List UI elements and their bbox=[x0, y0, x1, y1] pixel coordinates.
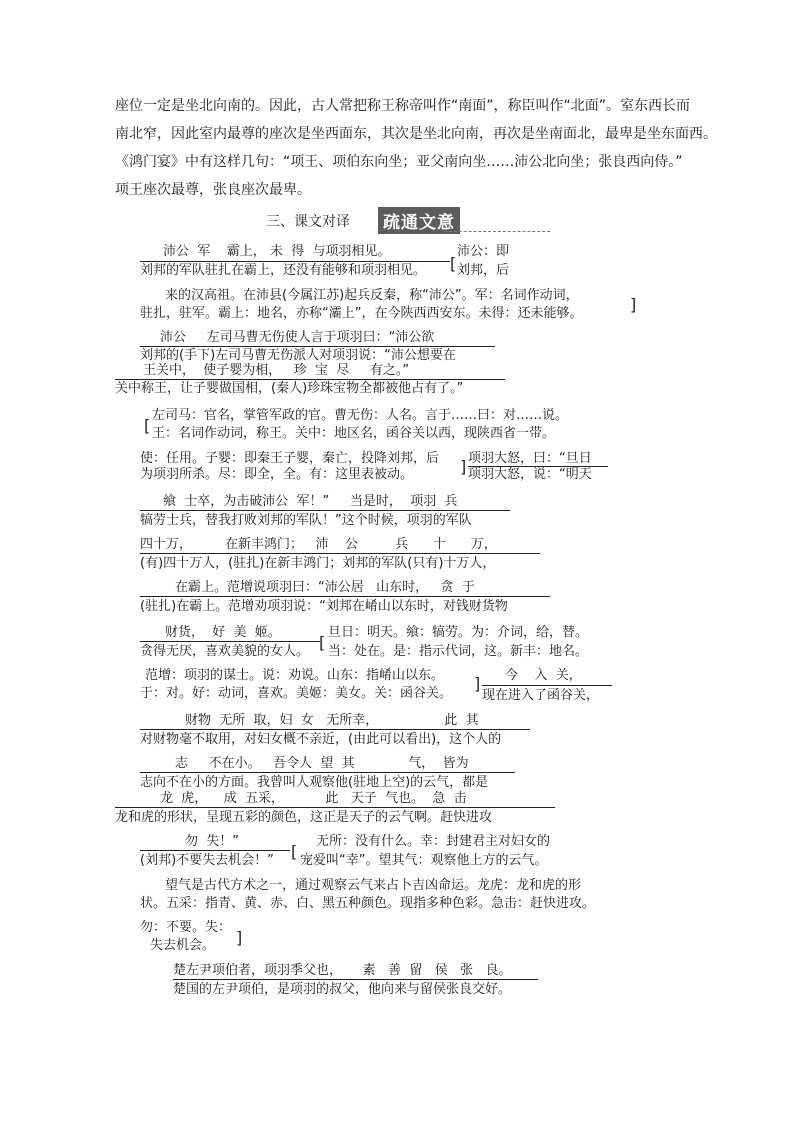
note-bracket-close: ] bbox=[460, 457, 467, 476]
underline bbox=[115, 379, 505, 380]
note-text: 左司马：官名，掌管军政的官。曹无伤：人名。言于……曰：对……说。 bbox=[152, 408, 569, 423]
note-text: 望气是古代方术之一，通过观察云气来占卜吉凶命运。龙虎：龙和虎的形 bbox=[165, 878, 582, 893]
note-bracket-close: ] bbox=[630, 295, 637, 314]
original-text: 项羽大怒，曰：“旦日 bbox=[468, 451, 592, 466]
intro-line: 《鸿门宴》中有这样几句：“项王、项伯东向坐；亚父南向坐……沛公北向坐；张良西向侍。” bbox=[115, 154, 683, 170]
note-bracket: [ bbox=[291, 842, 298, 861]
translation-text: 项羽大怒，说：“明天 bbox=[468, 467, 592, 482]
translation-text: (刘邦)不要失去机会！” bbox=[140, 853, 274, 868]
original-text: 楚左尹项伯者，项羽季父也， 素 善 留 侯 张 良。 bbox=[173, 963, 512, 978]
translation-text: (有)四十万人，(驻扎)在新丰鸿门；刘邦的军队(只有)十万人， bbox=[140, 556, 496, 571]
note-text: 王：名词作动词，称王。关中：地区名，函谷关以西，现陕西省一带。 bbox=[152, 426, 556, 441]
note-text: 宠爱叫“幸”。望其气：观察他上方的云气。 bbox=[300, 853, 548, 868]
original-text: 财货， 好 美 姬。 bbox=[165, 625, 281, 640]
translation-text: 对财物毫不取用，对妇女概不亲近，(由此可以看出)，这个人的 bbox=[140, 732, 502, 747]
note-text: 旦日：明天。飨：犒劳。为：介词，给，替。 bbox=[328, 625, 589, 640]
heading-dashed-rule bbox=[444, 231, 550, 232]
underline bbox=[140, 772, 515, 773]
underline bbox=[140, 596, 550, 597]
original-text: 今 入 关， bbox=[505, 668, 582, 683]
translation-text: 犒劳士兵，替我打败刘邦的军队！”这个时候，项羽的军队 bbox=[140, 513, 472, 528]
underline bbox=[140, 850, 290, 851]
translation-text: 志向不在小的方面。我曾叫人观察他(驻地上空)的云气，都是 bbox=[140, 775, 489, 790]
intro-line: 座位一定是坐北向南的。因此，古人常把称王称帝叫作“南面”，称臣叫作“北面”。室东西长而 bbox=[115, 98, 691, 114]
underline bbox=[140, 510, 510, 511]
note-bracket: [ bbox=[319, 633, 326, 652]
note-text: 沛公：即 bbox=[457, 244, 510, 259]
section-boxed-title: 疏通文意 bbox=[378, 207, 460, 234]
underline bbox=[115, 807, 555, 808]
underline bbox=[140, 261, 450, 262]
original-text: 财物 无所 取，妇 女 无所幸， 此 其 bbox=[185, 713, 479, 728]
underline bbox=[140, 553, 540, 554]
note-text: 无所：没有什么。幸：封建君主对妇女的 bbox=[316, 834, 551, 849]
translation-text: 楚国的左尹项伯，是项羽的叔父，他向来与留侯张良交好。 bbox=[173, 982, 512, 997]
note-text: 范增：项羽的谋士。说：劝说。山东：指崤山以东。 bbox=[145, 668, 445, 683]
original-text: 王关中， 使子婴为相， 珍 宝 尽 有之。” bbox=[143, 363, 410, 378]
note-text: 勿：不要。失： bbox=[140, 920, 232, 935]
underline bbox=[173, 979, 538, 980]
original-text: 四十万， 在新丰鸿门； 沛 公 兵 十 万， bbox=[140, 537, 497, 552]
note-bracket-close: ] bbox=[474, 674, 481, 693]
note-text: 使：任用。子婴：即秦王子婴，秦亡，投降刘邦，后 bbox=[140, 451, 440, 466]
translation-text: 刘邦的(手下)左司马曹无伤派人对项羽说：“沛公想要在 bbox=[140, 348, 456, 363]
translation-text: 关中称王，让子婴做国相，(秦人)珍珠宝物全都被他占有了。” bbox=[115, 381, 464, 396]
original-text: 沛公 左司马曹无伤使人言于项羽曰：“沛公欲 bbox=[160, 330, 435, 345]
note-text: 状。五采：指青、黄、赤、白、黑五种颜色。现指多种色彩。急击：赶快进攻。 bbox=[140, 896, 596, 911]
intro-line: 项王座次最尊，张良座次最卑。 bbox=[115, 182, 311, 198]
underline bbox=[140, 346, 495, 347]
note-bracket-close: ] bbox=[236, 928, 243, 947]
note-bracket: [ bbox=[144, 416, 151, 435]
note-bracket: [ bbox=[450, 254, 457, 273]
original-text: 沛公 军 霸上， 未 得 与项羽相见。 bbox=[163, 244, 391, 259]
underline bbox=[482, 685, 612, 686]
note-text: 驻扎，驻军。霸上：地名，亦称“灞上”，在今陕西西安东。未得：还未能够。 bbox=[140, 306, 583, 321]
underline bbox=[140, 641, 320, 642]
intro-line: 南北窄，因此室内最尊的座次是坐西面东，其次是坐北向南，再次是坐南面北，最卑是坐东面西。 bbox=[115, 126, 717, 142]
section-heading bbox=[266, 205, 551, 233]
original-text: 志 不在小。 吾令人 望 其 气， 皆为 bbox=[175, 756, 469, 771]
translation-text: 龙和虎的形状，呈现五彩的颜色，这正是天子的云气啊。赶快进攻 bbox=[115, 810, 493, 825]
translation-text: (驻扎)在霸上。范增劝项羽说：“刘邦在崤山以东时，对钱财货物 bbox=[140, 599, 508, 614]
original-text: 飨 士卒，为击破沛公 军！” 当是时， 项羽 兵 bbox=[163, 494, 458, 509]
translation-text: 刘邦的军队驻扎在霸上，还没有能够和项羽相见。 bbox=[140, 263, 427, 278]
note-text: 来的汉高祖。在沛县(今属江苏)起兵反秦，称“沛公”。军：名词作动词， bbox=[165, 288, 579, 303]
note-text: 刘邦，后 bbox=[457, 263, 510, 278]
note-text: 失去机会。 bbox=[150, 938, 216, 953]
section-number-title: 三、课文对译 bbox=[266, 214, 350, 230]
note-text: 当：处在。是：指示代词，这。新丰：地名。 bbox=[328, 644, 589, 659]
original-text: 勿 失！” bbox=[185, 834, 239, 849]
translation-text: 现在进入了函谷关， bbox=[482, 688, 600, 703]
translation-text: 贪得无厌，喜欢美貌的女人。 bbox=[140, 644, 310, 659]
original-text: 在霸上。范增说项羽曰：“沛公居 山东时， 贪 于 bbox=[175, 580, 475, 595]
underline bbox=[140, 729, 530, 730]
note-text: 于：对。好：动词，喜欢。美姬：美女。关：函谷关。 bbox=[140, 686, 453, 701]
original-text: 龙 虎， 成 五采， 此 天子 气也。 急 击 bbox=[160, 791, 467, 806]
note-text: 为项羽所杀。尽：即全，全。有：这里表被动。 bbox=[140, 467, 414, 482]
